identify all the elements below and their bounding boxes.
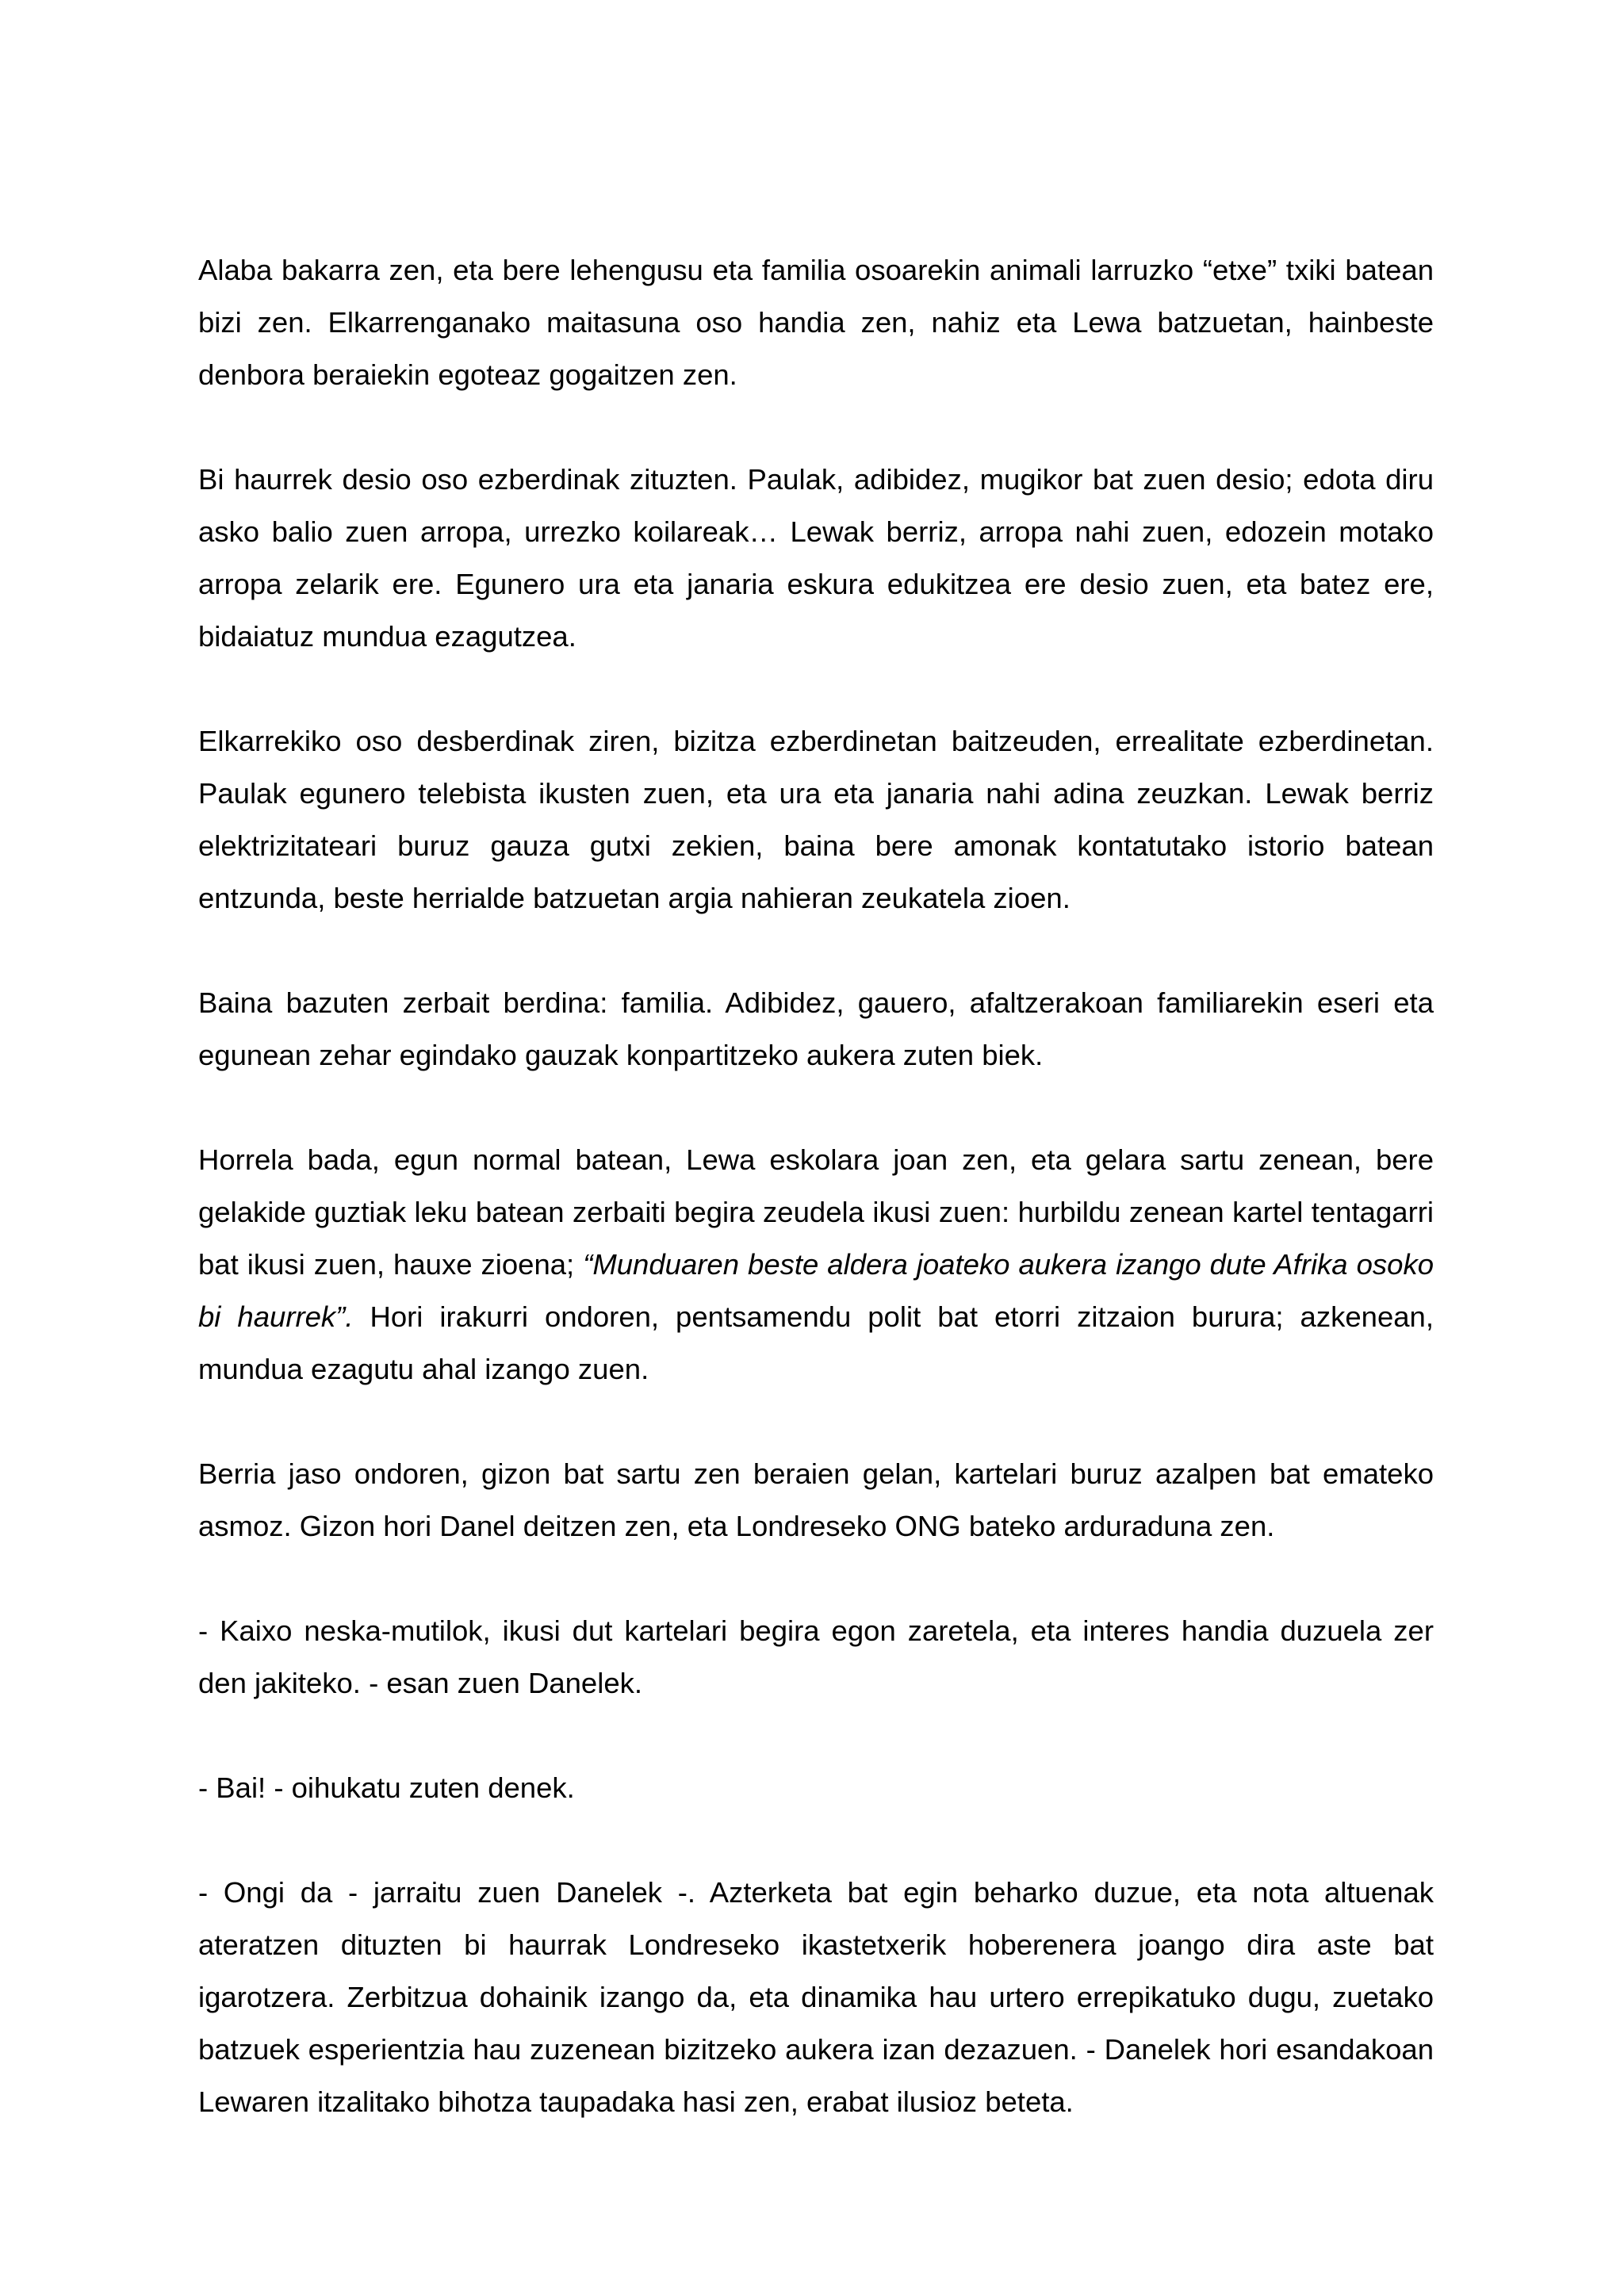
paragraph-1: Alaba bakarra zen, eta bere lehengusu eta familia osoarekin animali larruzko “etxe” txiki batean bizi zen. Elkarrenganako maitasuna oso handia zen, nahiz eta Lewa batzuetan, hainbeste denbora beraiekin egoteaz gogaitzen zen. [198,254,1434,391]
poster-quote: “Munduaren beste aldera joateko aukera izango dute Afrika osoko bi haurrek”. [198,1248,1434,1333]
paragraph-4: Baina bazuten zerbait berdina: familia. Adibidez, gauero, afaltzerakoan familiarekin eseri eta egunean zehar egindako gauzak konpartitzeko aukera zuten biek. [198,986,1434,1071]
paragraph-3: Elkarrekiko oso desberdinak ziren, bizitza ezberdinetan baitzeuden, errealitate ezberdinetan. Paulak egunero telebista ikusten zuen, eta ura eta janaria nahi adina zeuzkan. Lewak berriz elektrizitateari buruz gauza gutxi zekien, baina bere amonak kontatutako istorio batean entzunda, beste herrialde batzuetan argia nahieran zeukatela zioen. [198,725,1434,914]
dialogue-danel-greeting: - Kaixo neska-mutilok, ikusi dut kartelari begira egon zaretela, eta interes handia duzuela zer den jakiteko. - esan zuen Danelek. [198,1614,1434,1699]
paragraph-2: Bi haurrek desio oso ezberdinak zituzten. Paulak, adibidez, mugikor bat zuen desio; edota diru asko balio zuen arropa, urrezko koilareak… Lewak berriz, arropa nahi zuen, edozein motako arropa zelarik ere. Egunero ura eta janaria eskura edukitzea ere desio zuen, eta batez ere, bidaiatuz mundua ezagutzea. [198,463,1434,653]
paragraph-6: Berria jaso ondoren, gizon bat sartu zen beraien gelan, kartelari buruz azalpen bat emateko asmoz. Gizon hori Danel deitzen zen, eta Londreseko ONG bateko arduraduna zen. [198,1457,1434,1542]
dialogue-children-reply: - Bai! - oihukatu zuten denek. [198,1771,575,1804]
paragraph-5-tail: Hori irakurri ondoren, pentsamendu polit bat etorri zitzaion burura; azkenean, mundua ezagutu ahal izango zuen. [198,1300,1434,1385]
story-body [198,244,1434,2128]
paragraph-5-lead: Horrela bada, egun normal batean, Lewa eskolara joan zen, eta gelara sartu zenean, bere gelakide guztiak leku batean zerbaiti begira zeudela ikusi zuen: hurbildu zenean kartel tentagarri bat ikusi zuen, hauxe zioena; [198,1143,1434,1281]
dialogue-danel-explanation: - Ongi da - jarraitu zuen Danelek -. Azterketa bat egin beharko duzue, eta nota altuenak ateratzen dituzten bi haurrak Londreseko ikastetxerik hoberenera joango dira aste bat igarotzera. Zerbitzua dohainik izango da, eta dinamika hau urtero errepikatuko dugu, zuetako batzuek esperientzia hau zuzenean bizitzeko aukera izan dezazuen. - Danelek hori esandakoan Lewaren itzalitako bihotza taupadaka hasi zen, erabat ilusioz beteta. [198,1876,1434,2118]
paragraph-5 [198,1134,1434,1396]
